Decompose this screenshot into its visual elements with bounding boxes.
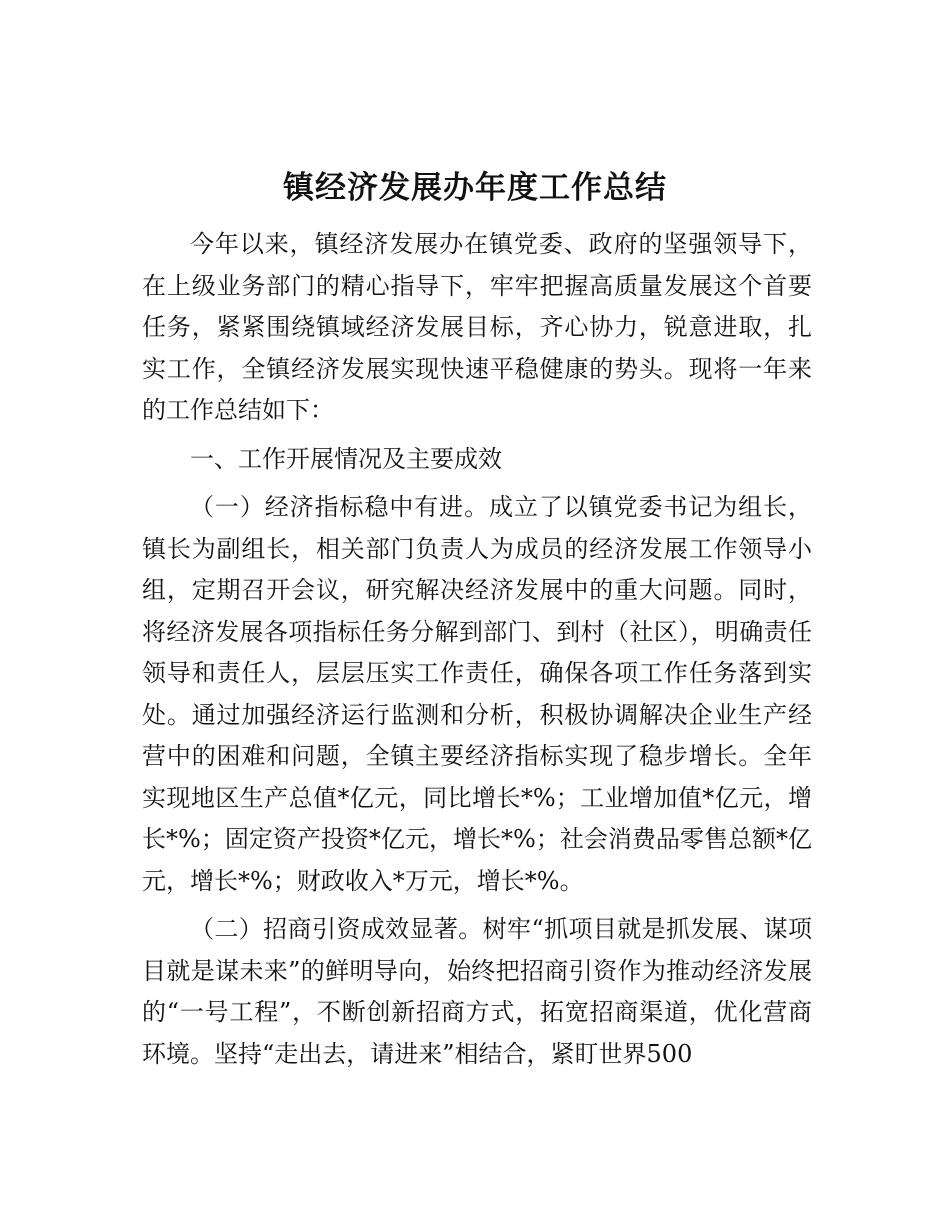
document-title: 镇经济发展办年度工作总结 — [283, 170, 667, 206]
section-heading: 一、工作开展情况及主要成效 — [190, 444, 502, 473]
document-body — [142, 224, 812, 1075]
intro-paragraph: 今年以来，镇经济发展办在镇党委、政府的坚强领导下，在上级业务部门的精心指导下，牢牢把握高质量发展这个首要任务，紧紧围绕镇域经济发展目标，齐心协力，锐意进取，扎实工作，全镇经济发展实现快速平稳健康的势头。现将一年来的工作总结如下： — [142, 230, 812, 424]
paragraph-investment: （二）招商引资成效显著。树牢“抓项目就是抓发展、谋项目就是谋未来”的鲜明导向，始终把招商引资作为推动经济发展的“一号工程”，不断创新招商方式，拓宽招商渠道，优化营商环境。坚持“走出去，请进来”相结合，紧盯世界500 — [142, 915, 812, 1068]
paragraph-economic-indicators: （一）经济指标稳中有进。成立了以镇党委书记为组长，镇长为副组长，相关部门负责人为成员的经济发展工作领导小组，定期召开会议，研究解决经济发展中的重大问题。同时，将经济发展各项指标任务分解到部门、到村（社区），明确责任领导和责任人，层层压实工作责任，确保各项工作任务落到实处。通过加强经济运行监测和分析，积极协调解决企业生产经营中的困难和问题，全镇主要经济指标实现了稳步增长。全年实现地区生产总值*亿元，同比增长*%；工业增加值*亿元，增长*%；固定资产投资*亿元，增长*%；社会消费品零售总额*亿元，增长*%；财政收入*万元，增长*%。 — [142, 493, 812, 895]
